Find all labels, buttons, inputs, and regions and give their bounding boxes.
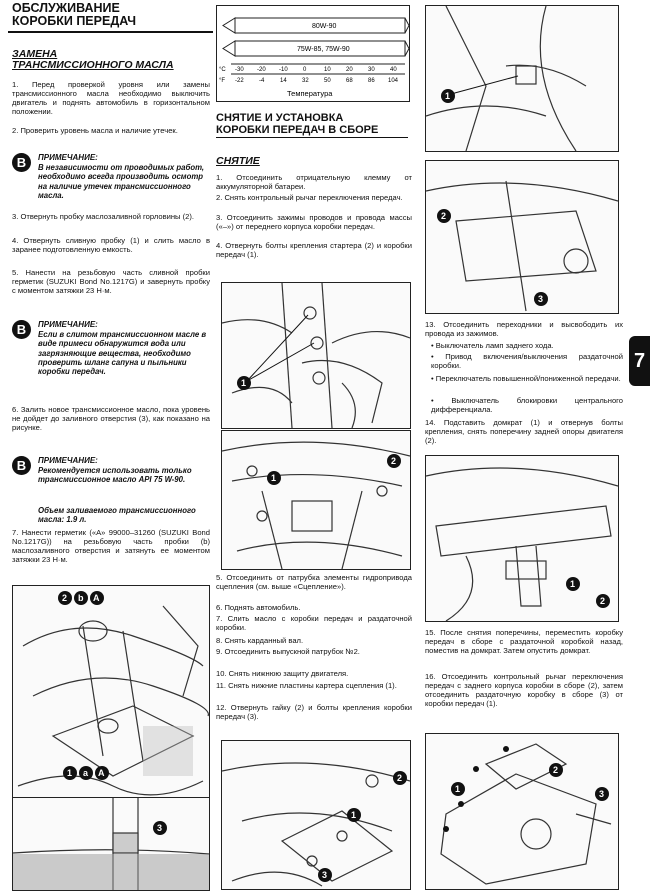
callout-1: 1 bbox=[455, 784, 461, 794]
callout-1: 1 bbox=[570, 579, 576, 589]
bullet-transfer-drive: • Привод включения/выключения раздаточной коробки. bbox=[431, 352, 623, 371]
tick-f-4: 50 bbox=[324, 78, 331, 84]
figure-clutch-plates bbox=[221, 740, 411, 890]
figure-wiring bbox=[425, 5, 619, 152]
section-title-oil-line1: ЗАМЕНА bbox=[12, 48, 58, 60]
bullet-diff-lock: • Выключатель блокировки центрального дифференциала. bbox=[431, 396, 623, 415]
removal-step-2: 2. Снять контрольный рычаг переключения передач. bbox=[216, 193, 403, 202]
tick-f-3: 32 bbox=[302, 78, 309, 84]
note-3-volume: Объем заливаемого трансмиссионного масла: 1.9 л. bbox=[38, 506, 196, 525]
note-1-title: ПРИМЕЧАНИЕ: bbox=[38, 153, 98, 162]
figure-oil-plugs bbox=[12, 585, 210, 799]
callout-2: 2 bbox=[391, 456, 397, 466]
callout-2: 2 bbox=[441, 211, 447, 221]
figure-mounting bbox=[425, 160, 619, 314]
removal-step-1: 1. Отсоединить отрицательную клемму от аккумуляторной батареи. bbox=[216, 173, 412, 192]
section-title-oil-line2: ТРАНСМИССИОННОГО МАСЛА bbox=[12, 59, 174, 71]
note-icon: B bbox=[12, 320, 31, 339]
oil-viscosity-chart bbox=[216, 5, 410, 102]
section-rule bbox=[216, 137, 408, 138]
subsection-title-removal: СНЯТИЕ bbox=[216, 155, 260, 167]
unit-c: °C bbox=[219, 67, 226, 73]
step-2: 2. Проверить уровень масла и наличие утечек. bbox=[12, 126, 178, 135]
note-icon: B bbox=[12, 456, 31, 475]
step-6: 6. Залить новое трансмиссионное масло, пока уровень не дойдет до заливного отверстия (3), как показано на рисунке. bbox=[12, 405, 210, 433]
tick-f-7: 104 bbox=[388, 78, 399, 84]
callout-A: A bbox=[93, 593, 100, 603]
grade-80w90: 80W-90 bbox=[312, 23, 337, 30]
figure-starter-bolts bbox=[221, 430, 411, 570]
removal-step-5: 5. Отсоединить от патрубка элементы гидропривода сцепления (см. выше «Сцепление»). bbox=[216, 573, 412, 592]
step-7: 7. Нанести герметик («А» 99000–31260 (SUZUKI Bond No.1217G)) на резьбовую часть пробки (b) маслозаливного отверстия и затянуть ее моментом затяжки 23 Н·м. bbox=[12, 528, 210, 565]
tick-f-5: 68 bbox=[346, 78, 353, 84]
callout-3: 3 bbox=[538, 294, 544, 304]
bullet-hi-lo-switch: • Переключатель повышенной/пониженной передачи. bbox=[431, 374, 621, 383]
callout-1b: 1 bbox=[271, 473, 277, 483]
tick-c-7: 40 bbox=[390, 67, 397, 73]
tick-c-5: 20 bbox=[346, 67, 353, 73]
step-3: 3. Отвернуть пробку маслозаливной горловины (2). bbox=[12, 212, 195, 221]
note-1 bbox=[12, 153, 210, 203]
grade-75w: 75W-85, 75W-90 bbox=[297, 46, 350, 53]
callout-a: a bbox=[83, 768, 89, 778]
tick-c-1: -20 bbox=[257, 67, 266, 73]
section-title-removal-line2: КОРОБКИ ПЕРЕДАЧ В СБОРЕ bbox=[216, 124, 379, 136]
callout-2: 2 bbox=[600, 596, 606, 606]
removal-step-7: 7. Слить масло с коробки передач и раздаточной коробки. bbox=[216, 614, 412, 633]
removal-step-15: 15. После снятия поперечины, переместить коробку передач в сборе с раздаточной коробкой назад, поместив на домкрат. Затем опустить домкрат. bbox=[425, 628, 623, 656]
note-3 bbox=[12, 456, 210, 524]
callout-1: 1 bbox=[445, 91, 451, 101]
removal-step-12: 12. Отвернуть гайку (2) и болты крепления коробки передач (3). bbox=[216, 703, 412, 722]
tick-c-3: 0 bbox=[303, 67, 307, 73]
removal-step-14: 14. Подставить домкрат (1) и отвернув болты крепления, снять поперечину задней опоры двигателя (2). bbox=[425, 418, 623, 446]
tick-f-2: 14 bbox=[280, 78, 287, 84]
step-1: 1. Перед проверкой уровня или замены трансмиссионного масла необходимо выключить двигатель и поднять автомобиль в горизонтальном положении. bbox=[12, 80, 210, 117]
removal-step-11: 11. Снять нижние пластины картера сцепления (1). bbox=[216, 681, 397, 690]
note-2-text: Если в слитом трансмиссионном масле в виде примеси обнаружится вода или загрязняющие вещества, необходимо проверить шланг сапуна и пыльники коробки передач. bbox=[38, 330, 207, 377]
removal-step-8: 8. Снять карданный вал. bbox=[216, 636, 304, 645]
figure-fill-level bbox=[12, 797, 210, 891]
step-5: 5. Нанести на резьбовую часть сливной пробки герметик (SUZUKI Bond No.1217G) и завернуть пробку с моментом затяжки 23 Н·м. bbox=[12, 268, 210, 296]
callout-3: 3 bbox=[322, 870, 328, 880]
callout-3: 3 bbox=[599, 789, 605, 799]
callout-2: 2 bbox=[553, 765, 559, 775]
tick-f-6: 86 bbox=[368, 78, 375, 84]
bullet-reverse-lamp: • Выключатель ламп заднего хода. bbox=[431, 341, 554, 350]
removal-step-6: 6. Поднять автомобиль. bbox=[216, 603, 301, 612]
chart-caption: Температура bbox=[287, 89, 333, 98]
removal-step-9: 9. Отсоединить выпускной патрубок №2. bbox=[216, 647, 360, 656]
callout-3: 3 bbox=[157, 823, 163, 833]
page-header-line1: ОБСЛУЖИВАНИЕ bbox=[12, 1, 120, 15]
callout-2: 2 bbox=[62, 593, 68, 603]
header-rule bbox=[8, 31, 213, 33]
removal-step-10: 10. Снять нижнюю защиту двигателя. bbox=[216, 669, 349, 678]
tick-c-0: -30 bbox=[235, 67, 244, 73]
callout-1: 1 bbox=[241, 378, 247, 388]
note-icon: B bbox=[12, 153, 31, 172]
page-header-line2: КОРОБКИ ПЕРЕДАЧ bbox=[12, 14, 137, 28]
note-2-title: ПРИМЕЧАНИЕ: bbox=[38, 320, 98, 329]
section-title-removal-line1: СНЯТИЕ И УСТАНОВКА bbox=[216, 112, 344, 124]
figure-transfer-case bbox=[425, 733, 619, 890]
unit-f: °F bbox=[219, 78, 226, 84]
tick-c-2: -10 bbox=[279, 67, 288, 73]
note-2 bbox=[12, 320, 210, 398]
figure-transmission-bolts bbox=[221, 282, 411, 429]
note-3-title: ПРИМЕЧАНИЕ: bbox=[38, 456, 98, 465]
note-3-text: Рекомендуется использовать только трансмиссионное масло API 75 W-90. bbox=[38, 466, 192, 485]
tick-f-1: -4 bbox=[259, 78, 265, 84]
tick-c-4: 10 bbox=[324, 67, 331, 73]
figure-crossmember bbox=[425, 455, 619, 622]
callout-A2: A bbox=[98, 768, 105, 778]
removal-step-16: 16. Отсоединить контрольный рычаг переключения передач с заднего корпуса коробки в сборе (2), затем отсоединить раздаточную коробку в сборе (3) от коробки передач (1). bbox=[425, 672, 623, 709]
removal-step-3: 3. Отсоединить зажимы проводов и провода массы («–») от переднего корпуса коробки передач. bbox=[216, 213, 412, 232]
removal-step-4: 4. Отвернуть болты крепления стартера (2) и коробки передач (1). bbox=[216, 241, 412, 260]
tick-f-0: -22 bbox=[235, 78, 244, 84]
callout-b: b bbox=[78, 593, 84, 603]
chapter-tab: 7 bbox=[629, 336, 650, 386]
step-4: 4. Отвернуть сливную пробку (1) и слить масло в заранее подготовленную емкость. bbox=[12, 236, 210, 255]
removal-step-13: 13. Отсоединить переходники и высвободить их провода из зажимов. bbox=[425, 320, 623, 339]
callout-2: 2 bbox=[397, 773, 403, 783]
callout-1: 1 bbox=[67, 768, 73, 778]
note-1-text: В независимости от проводимых работ, необходимо всегда производить осмотр на наличие утечек трансмиссионного масла. bbox=[38, 163, 205, 200]
callout-1: 1 bbox=[351, 810, 357, 820]
tick-c-6: 30 bbox=[368, 67, 375, 73]
